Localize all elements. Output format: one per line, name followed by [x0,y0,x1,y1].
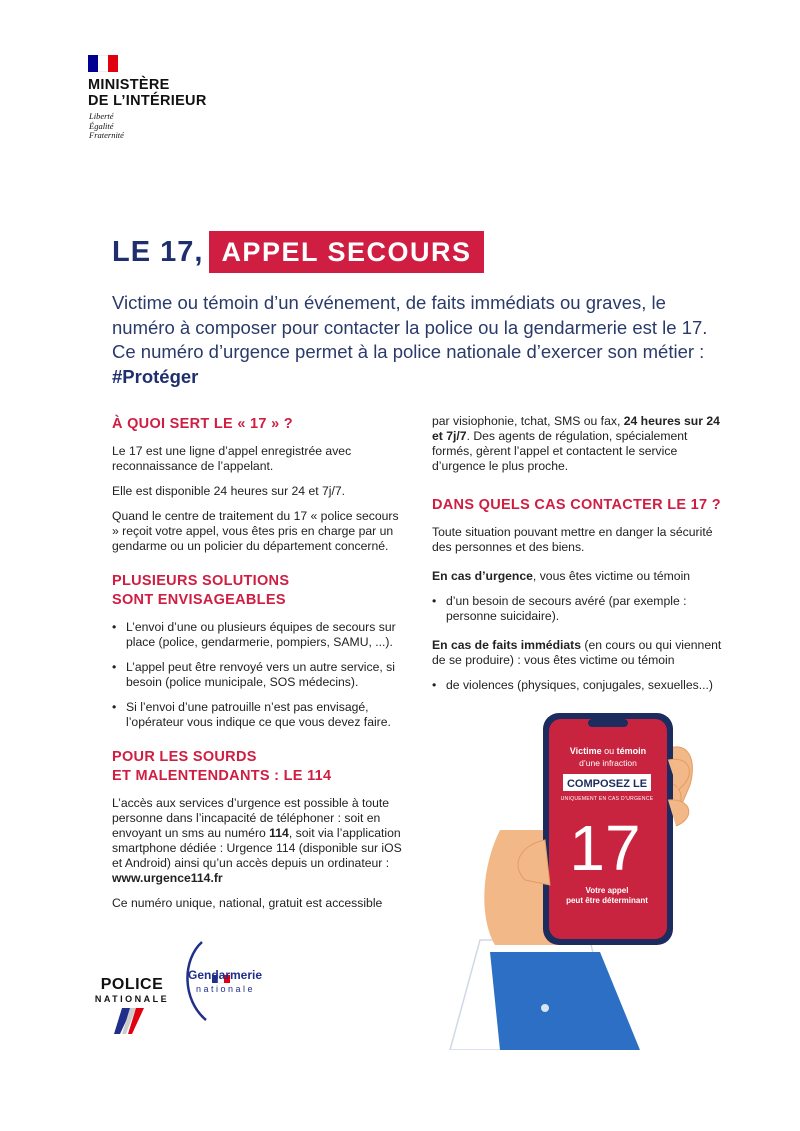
solutions-list [112,620,402,730]
ministry-name: MINISTÈRE DE L’INTÉRIEUR [88,77,207,109]
section-heading-when: DANS QUELS CAS CONTACTER LE 17 ? [432,497,721,513]
phone-victim-line: Victime ou témoin [569,746,647,756]
paragraph-urgence: En cas d’urgence, vous êtes victime ou témoin [432,569,691,583]
left-column [112,415,402,921]
lead-paragraph: Victime ou témoin d’un événement, de faits immédiats ou graves, le numéro à composer pour contacter la police ou la gendarmerie est le 17. Ce numéro d’urgence permet à la police nationale d’exercer son métier : #Protéger [112,292,708,387]
phone-compose: COMPOSEZ LE [566,778,648,790]
list-item: • de violences (physiques, conjugales, sexuelles...) [432,678,722,693]
urgence114-link: www.urgence114.fr [112,871,223,885]
page-title [112,231,484,273]
section-heading-purpose: À QUOI SERT LE « 17 » ? [112,416,293,432]
police-stripes-icon [92,1004,172,1038]
republic-motto: Liberté Égalité Fraternité [89,111,124,140]
republic-flag-logo [88,55,118,72]
title-left: LE 17, [112,235,204,268]
list-item: • L’appel peut être renvoyé vers un autre service, si besoin (police municipale, SOS médecins). [112,660,402,690]
police-nationale-logo: POLICE NATIONALE [92,976,172,1046]
list-item: • Si l’envoi d’une patrouille n’est pas envisagé, l’opérateur vous indique ce que vous devez faire. [112,700,402,730]
phone-number: 17 [569,812,641,884]
phone-footer-1: Votre appel [585,886,629,895]
gendarmerie-logo: Gendarmerie nationale [180,940,290,1025]
hashtag: #Protéger [112,365,199,387]
paragraph-faits: En cas de faits immédiats (en cours ou qui viennent de se produire) : vous êtes victime ou témoin [432,638,722,667]
paragraph: Ce numéro unique, national, gratuit est accessible [112,896,383,910]
section-heading-solutions: PLUSIEURS SOLUTIONS SONT ENVISAGEABLES [112,573,290,608]
paragraph: Toute situation pouvant mettre en danger la sécurité des personnes et des biens. [432,525,713,554]
list-item: • L’envoi d’une ou plusieurs équipes de secours sur place (police, gendarmerie, pompiers, SAMU, ...). [112,620,402,650]
right-column [432,414,722,703]
urgence-list [432,594,722,624]
phone-uniquement: UNIQUEMENT EN CAS D’URGENCE [560,796,654,802]
phone-infraction-line: d’une infraction [579,758,637,768]
list-item: • d’un besoin de secours avéré (par exemple : personne suicidaire). [432,594,722,624]
paragraph-114: L’accès aux services d’urgence est possible à toute personne dans l’incapacité de téléphoner : soit en envoyant un sms au numéro 114, soit via l’application smartphone dédiée : Urgence 114 (disponible sur iOS et Android) ainsi qu’un accès depuis un ordinateur : www.urgence114.fr [112,796,402,885]
paragraph-continued: par visiophonie, tchat, SMS ou fax, 24 heures sur 24 et 7j/7. Des agents de régulation, spécialement formés, gèrent l’appel et contactent le service d’urgence le plus proche. [432,414,720,473]
paragraph: Elle est disponible 24 heures sur 24 et 7j/7. [112,484,346,498]
section-heading-deaf: POUR LES SOURDS ET MALENTENDANTS : LE 114 [112,749,332,784]
hand-phone-illustration [440,690,740,1050]
gendarmerie-arc-icon [180,940,290,1025]
phone-footer-2: peut être déterminant [566,896,648,905]
paragraph: Quand le centre de traitement du 17 « police secours » reçoit votre appel, vous êtes pris en charge par un gendarme ou un policier du département concerné. [112,509,399,553]
paragraph: Le 17 est une ligne d’appel enregistrée avec reconnaissance de l’appelant. [112,444,352,473]
title-highlight: APPEL SECOURS [209,231,483,273]
